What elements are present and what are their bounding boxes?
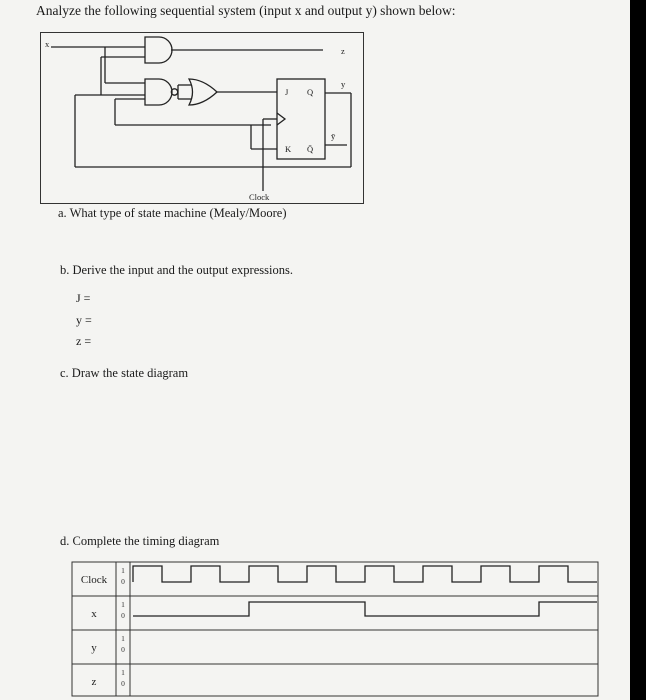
level-high-x: 1 [121, 600, 125, 609]
level-low-clock: 0 [121, 577, 125, 586]
question-a: a. What type of state machine (Mealy/Moore) [58, 206, 287, 220]
input-x-label: x [45, 39, 50, 49]
expression-z: z = [76, 334, 92, 348]
clock-label: Clock [249, 192, 270, 202]
output-ybar-label: ȳ [331, 131, 336, 141]
timing-label-y: y [91, 642, 97, 654]
x-waveform [133, 602, 597, 616]
output-y-label: y [341, 79, 346, 89]
question-b: b. Derive the input and the output expressions. [60, 263, 293, 277]
ff-j-label: J [285, 87, 289, 97]
ff-k-label: K [285, 144, 292, 154]
timing-label-z: z [91, 676, 97, 688]
expression-y: y = [76, 313, 92, 327]
level-low-x: 0 [121, 611, 125, 620]
ff-q-label: Q [307, 87, 314, 97]
level-high-z: 1 [121, 668, 125, 677]
question-d: d. Complete the timing diagram [60, 534, 220, 548]
level-low-y: 0 [121, 645, 125, 654]
timing-label-x: x [91, 608, 97, 620]
ff-qbar-label: Q̄ [307, 144, 314, 154]
expression-j: J = [76, 291, 91, 305]
clock-waveform [133, 566, 597, 582]
level-high-clock: 1 [121, 566, 125, 575]
page-title: Analyze the following sequential system (input x and output y) shown below: [36, 3, 456, 18]
level-high-y: 1 [121, 634, 125, 643]
output-z-label: z [341, 46, 345, 56]
timing-label-clock: Clock [80, 574, 108, 586]
question-c: c. Draw the state diagram [60, 366, 189, 380]
level-low-z: 0 [121, 679, 125, 688]
